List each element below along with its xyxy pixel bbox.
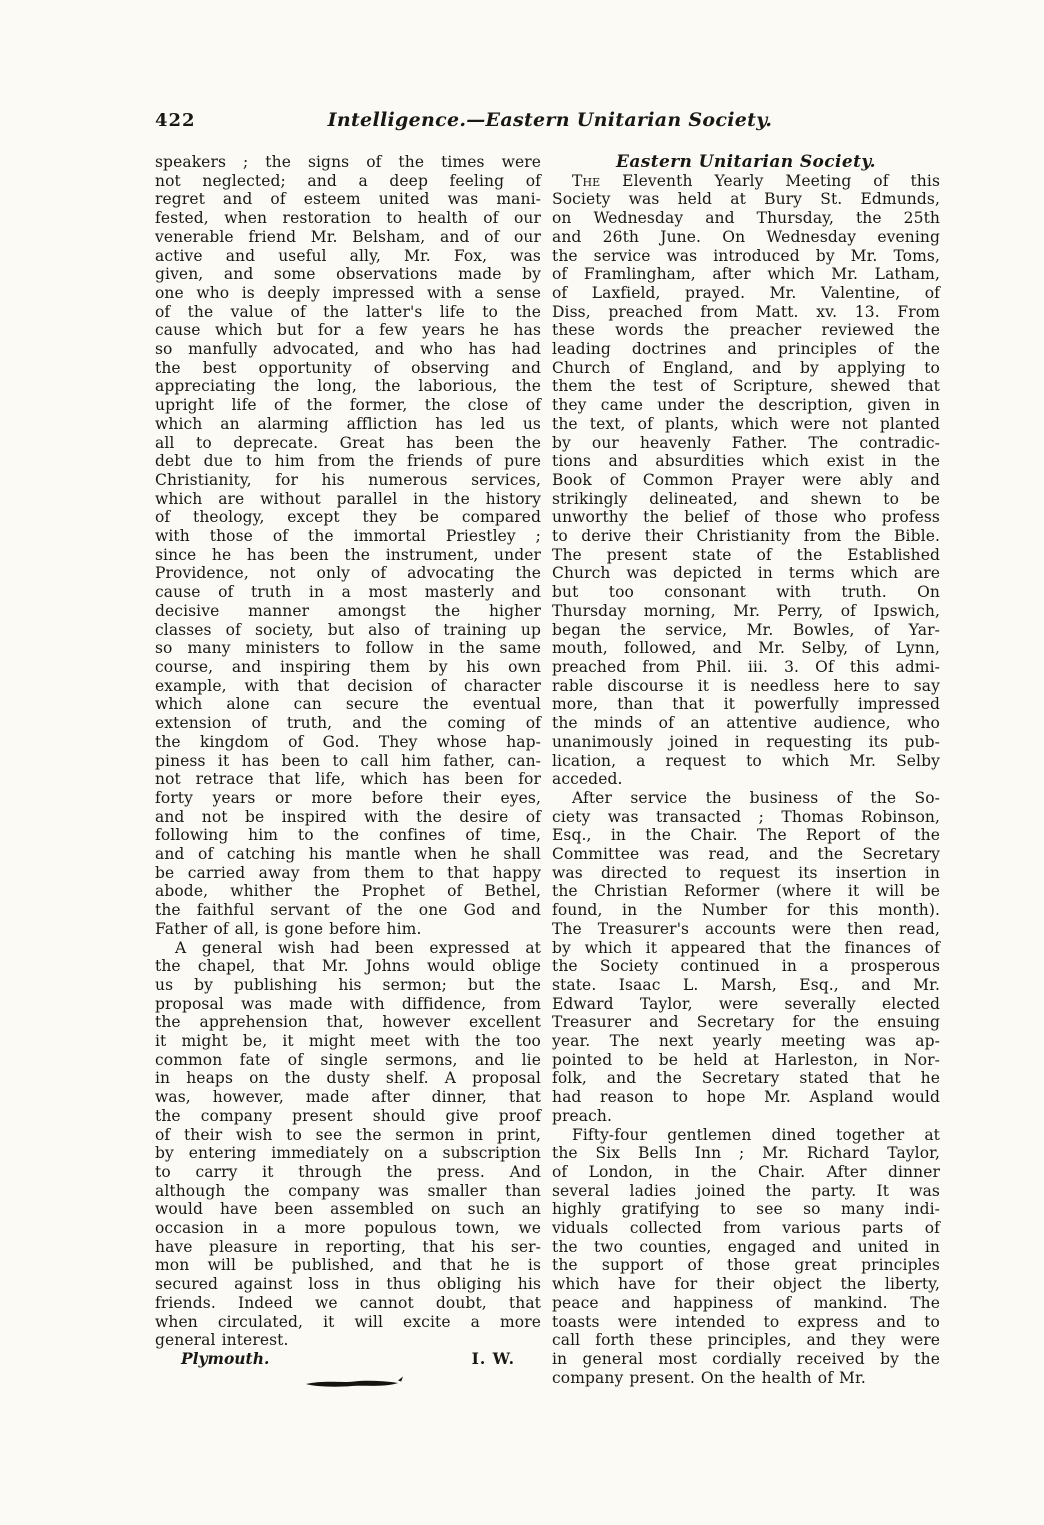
text-line: although the company was smaller than — [155, 1181, 541, 1200]
text-line: so many ministers to follow in the same — [155, 639, 541, 658]
text-line: A general wish had been expressed at — [175, 938, 541, 957]
text-line: mon will be published, and that he is — [155, 1256, 541, 1275]
text-line: common fate of single sermons, and lie — [155, 1050, 541, 1069]
text-line: mouth, followed, and Mr. Selby, of Lynn, — [552, 639, 940, 658]
text-line: had reason to hope Mr. Aspland would — [552, 1088, 940, 1107]
text-line: but too consonant with truth. On — [552, 583, 940, 602]
lead-word: The — [572, 171, 601, 190]
paragraph — [155, 153, 541, 939]
text-line: have pleasure in reporting, that his ser- — [155, 1237, 541, 1256]
text-line: abode, whither the Prophet of Bethel, — [155, 882, 541, 901]
text-line: the support of those great principles — [552, 1256, 940, 1275]
text-line: Thursday morning, Mr. Perry, of Ipswich, — [552, 601, 940, 620]
left-column-text — [155, 153, 541, 1350]
text-line: Father of all, is gone before him. — [155, 919, 422, 938]
right-column-text — [552, 172, 940, 1388]
text-line: Fifty-four gentlemen dined together at — [572, 1125, 940, 1144]
text-line: the Six Bells Inn ; Mr. Richard Taylor, — [552, 1144, 940, 1163]
text-line: Church was depicted in terms which are — [552, 564, 940, 583]
text-line: venerable friend Mr. Belsham, and of our — [155, 227, 541, 246]
text-line: since he has been the instrument, under — [155, 545, 541, 564]
text-line: the Society continued in a prosperous — [552, 957, 940, 976]
text-line: which have for their object the liberty, — [552, 1275, 940, 1294]
text-line: and 26th June. On Wednesday evening — [552, 227, 940, 246]
text-line: upright life of the former, the close of — [155, 396, 541, 415]
text-line: them the test of Scripture, shewed that — [552, 377, 940, 396]
text-line: the service was introduced by Mr. Toms, — [552, 246, 940, 265]
text-line: The Eleventh Yearly Meeting of this — [572, 171, 940, 190]
text-line: to carry it through the press. And — [155, 1162, 541, 1181]
text-line: would have been assembled on such an — [155, 1200, 541, 1219]
text-line: more, than that it powerfully impressed — [552, 695, 940, 714]
text-line: example, with that decision of character — [155, 676, 541, 695]
text-line: regret and of esteem united was mani- — [155, 190, 541, 209]
text-line: not retrace that life, which has been for — [155, 770, 541, 789]
text-line: Christianity, for his numerous services, — [155, 470, 541, 489]
text-line: the apprehension that, however excellent — [155, 1013, 541, 1032]
text-line: was, however, made after dinner, that — [155, 1088, 541, 1107]
text-line: Edward Taylor, were severally elected — [552, 994, 940, 1013]
text-line: by entering immediately on a subscription — [155, 1144, 541, 1163]
text-line: forty years or more before their eyes, — [155, 788, 541, 807]
text-line: not neglected; and a deep feeling of — [155, 171, 541, 190]
text-line: general interest. — [155, 1331, 289, 1350]
text-line: which an alarming affliction has led us — [155, 414, 541, 433]
text-line: decisive manner amongst the higher — [155, 601, 541, 620]
text-line: the kingdom of God. They whose hap- — [155, 732, 541, 751]
text-line: by which it appeared that the finances of — [552, 938, 940, 957]
text-line: to derive their Christianity from the Bible. — [552, 527, 940, 546]
text-line: of Framlingham, after which Mr. Latham, — [552, 265, 940, 284]
text-line: cause which but for a few years he has — [155, 321, 541, 340]
section-divider-flourish-icon — [304, 1375, 404, 1389]
text-line: all to deprecate. Great has been the — [155, 433, 541, 452]
right-column — [552, 153, 940, 1387]
text-line: speakers ; the signs of the times were — [155, 153, 541, 171]
text-line: the text, of plants, which were not planted — [552, 414, 940, 433]
text-line: secured against loss in thus obliging his — [155, 1275, 541, 1294]
text-line: several ladies joined the party. It was — [552, 1181, 940, 1200]
text-line: found, in the Number for this month). — [552, 901, 940, 920]
text-line: was directed to request its insertion in — [552, 863, 940, 882]
text-line: of theology, except they be compared — [155, 508, 541, 527]
text-line: following him to the confines of time, — [155, 826, 541, 845]
text-line: company present. On the health of Mr. — [552, 1368, 866, 1387]
text-line: Providence, not only of advocating the — [155, 564, 541, 583]
text-line: the two counties, engaged and united in — [552, 1237, 940, 1256]
text-line: ciety was transacted ; Thomas Robinson, — [552, 807, 940, 826]
text-line: appreciating the long, the laborious, the — [155, 377, 541, 396]
text-line: preached from Phil. iii. 3. Of this admi- — [552, 657, 940, 676]
signature-initials: I. W. — [471, 1349, 515, 1368]
text-line: After service the business of the So- — [572, 788, 940, 807]
text-line: unanimously joined in requesting its pub- — [552, 732, 940, 751]
text-line: acceded. — [552, 770, 623, 789]
text-line: leading doctrines and principles of the — [552, 340, 940, 359]
text-line: of London, in the Chair. After dinner — [552, 1162, 940, 1181]
text-line: it might be, it might meet with the too — [155, 1032, 541, 1051]
left-column — [155, 153, 541, 1389]
text-line: the best opportunity of observing and — [155, 358, 541, 377]
paragraph — [155, 939, 541, 1350]
signature-place: Plymouth. — [181, 1349, 270, 1368]
text-line: course, and inspiring them by his own — [155, 657, 541, 676]
paragraph — [552, 172, 940, 789]
signature-row — [155, 1350, 541, 1369]
text-line: Esq., in the Chair. The Report of the — [552, 826, 940, 845]
text-line: us by publishing his sermon; but the — [155, 975, 541, 994]
text-line: the minds of an attentive audience, who — [552, 714, 940, 733]
text-line: one who is deeply impressed with a sense — [155, 283, 541, 302]
running-header: Intelligence.—Eastern Unitarian Society. — [327, 109, 773, 131]
text-line: folk, and the Secretary stated that he — [552, 1069, 940, 1088]
text-line: state. Isaac L. Marsh, Esq., and Mr. — [552, 975, 940, 994]
text-line: began the service, Mr. Bowles, of Yar- — [552, 620, 940, 639]
text-line: and of catching his mantle when he shall — [155, 845, 541, 864]
text-line: strikingly delineated, and shewn to be — [552, 489, 940, 508]
text-line: they came under the description, given in — [552, 396, 940, 415]
page-number: 422 — [155, 110, 196, 131]
text-line: The Treasurer's accounts were then read, — [552, 919, 940, 938]
text-line: the faithful servant of the one God and — [155, 901, 541, 920]
text-line: the Christian Reformer (where it will be — [552, 882, 940, 901]
text-line: toasts were intended to express and to — [552, 1312, 940, 1331]
text-line: Diss, preached from Matt. xv. 13. From — [552, 302, 940, 321]
text-line: when circulated, it will excite a more — [155, 1312, 541, 1331]
text-line: which are without parallel in the history — [155, 489, 541, 508]
text-line: active and useful ally, Mr. Fox, was — [155, 246, 541, 265]
text-line: which alone can secure the eventual — [155, 695, 541, 714]
text-line: peace and happiness of mankind. The — [552, 1293, 940, 1312]
text-line: tions and absurdities which exist in the — [552, 452, 940, 471]
text-line: preach. — [552, 1106, 613, 1125]
text-line: rable discourse it is needless here to say — [552, 676, 940, 695]
text-line: The present state of the Established — [552, 545, 940, 564]
text-line: of the value of the latter's life to the — [155, 302, 541, 321]
text-line: and not be inspired with the desire of — [155, 807, 541, 826]
text-line: proposal was made with diffidence, from — [155, 994, 541, 1013]
paragraph — [552, 1126, 940, 1388]
text-line: pointed to be held at Harleston, in Nor- — [552, 1050, 940, 1069]
text-line: in heaps on the dusty shelf. A proposal — [155, 1069, 541, 1088]
text-line: Book of Common Prayer were ably and — [552, 470, 940, 489]
text-line: with those of the immortal Priestley ; — [155, 527, 541, 546]
text-line: cause of truth in a most masterly and — [155, 583, 541, 602]
text-line: the company present should give proof — [155, 1106, 541, 1125]
text-line: classes of society, but also of training up — [155, 620, 541, 639]
text-line: these words the preacher reviewed the — [552, 321, 940, 340]
text-line: Church of England, and by applying to — [552, 358, 940, 377]
text-line: of their wish to see the sermon in print, — [155, 1125, 541, 1144]
text-line: by our heavenly Father. The contradic- — [552, 433, 940, 452]
text-line: of Laxfield, prayed. Mr. Valentine, of — [552, 283, 940, 302]
text-line: so manfully advocated, and who has had — [155, 340, 541, 359]
text-line: piness it has been to call him father, can- — [155, 751, 541, 770]
text-line: fested, when restoration to health of our — [155, 209, 541, 228]
text-line: on Wednesday and Thursday, the 25th — [552, 209, 940, 228]
text-line: call forth these principles, and they were — [552, 1331, 940, 1350]
text-line: in general most cordially received by the — [552, 1350, 940, 1368]
text-line: friends. Indeed we cannot doubt, that — [155, 1293, 541, 1312]
article-heading: Eastern Unitarian Society. — [615, 152, 876, 172]
text-line: Committee was read, and the Secretary — [552, 845, 940, 864]
text-line: highly gratifying to see so many indi- — [552, 1200, 940, 1219]
text-line: unworthy the belief of those who profess — [552, 508, 940, 527]
text-line: lication, a request to which Mr. Selby — [552, 751, 940, 770]
text-line: Treasurer and Secretary for the ensuing — [552, 1013, 940, 1032]
text-line: the chapel, that Mr. Johns would oblige — [155, 957, 541, 976]
text-line: debt due to him from the friends of pure — [155, 452, 541, 471]
text-line: be carried away from them to that happy — [155, 863, 541, 882]
text-line: occasion in a more populous town, we — [155, 1219, 541, 1238]
text-line: viduals collected from various parts of — [552, 1219, 940, 1238]
text-line: year. The next yearly meeting was ap- — [552, 1032, 940, 1051]
text-line: given, and some observations made by — [155, 265, 541, 284]
paragraph — [552, 789, 940, 1126]
text-line: Society was held at Bury St. Edmunds, — [552, 190, 940, 209]
text-line: extension of truth, and the coming of — [155, 714, 541, 733]
